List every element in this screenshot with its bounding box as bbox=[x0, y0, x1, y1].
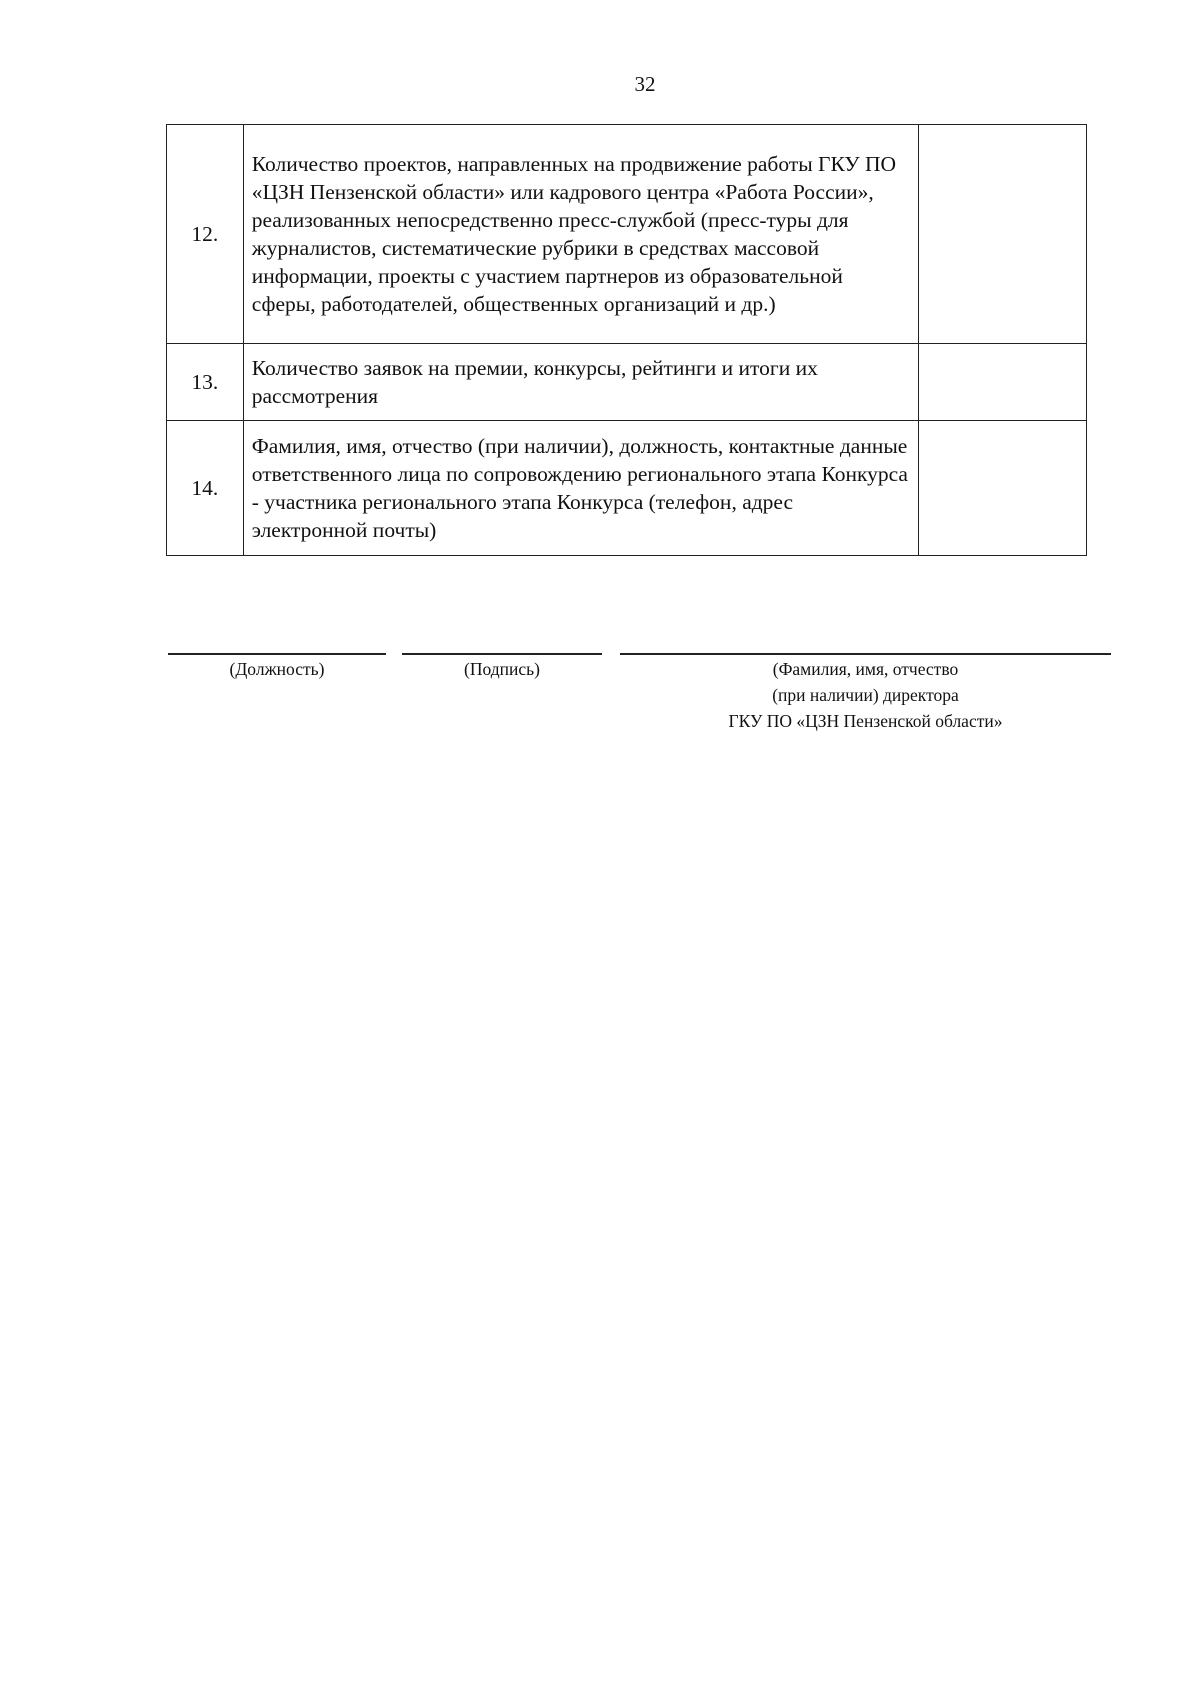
table-row bbox=[167, 344, 1087, 421]
row-number: 13. bbox=[167, 344, 244, 421]
row-number: 14. bbox=[167, 421, 244, 556]
table-row bbox=[167, 125, 1087, 344]
table-row bbox=[167, 421, 1087, 556]
name-caption-line: ГКУ ПО «ЦЗН Пензенской области» bbox=[728, 711, 1003, 731]
row-value-cell bbox=[918, 125, 1086, 344]
row-description: Количество проектов, направленных на продвижение работы ГКУ ПО «ЦЗН Пензенской области» или кадрового центра «Работа России», реализованных непосредственно пресс-службой (пресс-туры для журналистов, систематические рубрики в средствах массовой информации, проекты с участием партнеров из образовательной сферы, работодателей, общественных организаций и др.) bbox=[243, 125, 918, 344]
name-signature-line bbox=[620, 653, 1111, 655]
info-table bbox=[166, 124, 1087, 556]
position-signature-line bbox=[168, 653, 386, 655]
row-description: Количество заявок на премии, конкурсы, рейтинги и итоги их рассмотрения bbox=[243, 344, 918, 421]
row-number: 12. bbox=[167, 125, 244, 344]
position-caption: (Должность) bbox=[229, 659, 325, 679]
row-value-cell bbox=[918, 421, 1086, 556]
page-number: 32 bbox=[634, 72, 656, 96]
signature-caption: (Подпись) bbox=[464, 659, 540, 679]
name-caption bbox=[620, 656, 1111, 734]
name-caption-line: (Фамилия, имя, отчество bbox=[772, 659, 959, 679]
name-caption-line: (при наличии) директора bbox=[772, 685, 959, 705]
row-description: Фамилия, имя, отчество (при наличии), должность, контактные данные ответственного лица по сопровождению регионального этапа Конкурса - участника регионального этапа Конкурса (телефон, адрес электронной почты) bbox=[243, 421, 918, 556]
signature-line bbox=[402, 653, 602, 655]
row-value-cell bbox=[918, 344, 1086, 421]
